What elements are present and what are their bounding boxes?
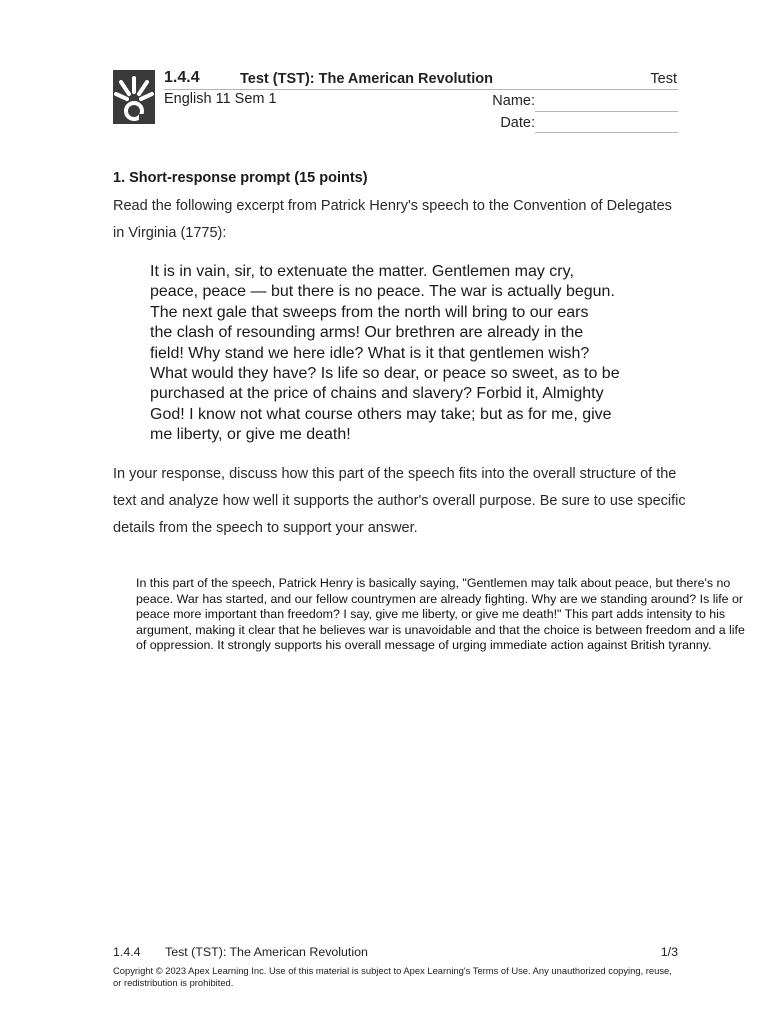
student-answer[interactable]: In this part of the speech, Patrick Henry is basically saying, "Gentlemen may talk about peace, but there's no peace. War has started, and our fellow countrymen are already fighting. Why are we standing around? Is life or peace more important than freedom? I say, give me liberty, or give me death!" This part adds intensity to his argument, making it clear that he believes war is unavoidable and that the choice is between freedom and a life of oppression. It strongly supports his overall message of urging immediate action against British tyranny. — [136, 576, 745, 652]
name-label: Name: — [492, 93, 535, 109]
header-divider — [164, 89, 678, 90]
name-field[interactable] — [535, 111, 678, 112]
question-heading: 1. Short-response prompt (15 points) — [113, 170, 368, 186]
quote-line: The next gale that sweeps from the north will bring to our ears — [150, 303, 589, 321]
apex-learning-logo-icon — [113, 70, 155, 124]
copyright-notice: Copyright © 2023 Apex Learning Inc. Use of this material is subject to Apex Learning's Terms of Use. Any unauthorized copying, reuse, or redistribution is prohibited. — [113, 965, 672, 988]
date-label: Date: — [500, 115, 535, 131]
course-name: English 11 Sem 1 — [164, 91, 277, 107]
quote-line: purchased at the price of chains and slavery? Forbid it, Almighty — [150, 385, 604, 403]
quote-line: It is in vain, sir, to extenuate the matter. Gentlemen may cry, — [150, 263, 574, 280]
quote-line: peace, peace — but there is no peace. The war is actually begun. — [150, 283, 615, 301]
date-field[interactable] — [535, 132, 678, 133]
quote-line: the clash of resounding arms! Our brethren are already in the — [150, 324, 584, 342]
footer-title: Test (TST): The American Revolution — [165, 945, 368, 959]
quote-line: me liberty, or give me death! — [150, 426, 351, 444]
quote-line: What would they have? Is life so dear, or peace so sweet, as to be — [150, 365, 620, 383]
lesson-code: 1.4.4 — [164, 69, 200, 86]
page-number: 1/3 — [660, 945, 678, 959]
document-title: Test (TST): The American Revolution — [240, 71, 493, 87]
footer-lesson-code: 1.4.4 — [113, 945, 141, 959]
document-type: Test — [650, 71, 677, 87]
question-instructions: In your response, discuss how this part of the speech fits into the overall structure of the text and analyze how well it supports the author's overall purpose. Be sure to use specific details from the speech to support your answer. — [113, 466, 686, 536]
quote-line: field! Why stand we here idle? What is it that gentlemen wish? — [150, 344, 590, 362]
question-intro: Read the following excerpt from Patrick Henry's speech to the Convention of Delegates in Virginia (1775): — [113, 198, 672, 241]
quote-line: God! I know not what course others may take; but as for me, give — [150, 405, 612, 423]
speech-excerpt — [150, 262, 650, 446]
